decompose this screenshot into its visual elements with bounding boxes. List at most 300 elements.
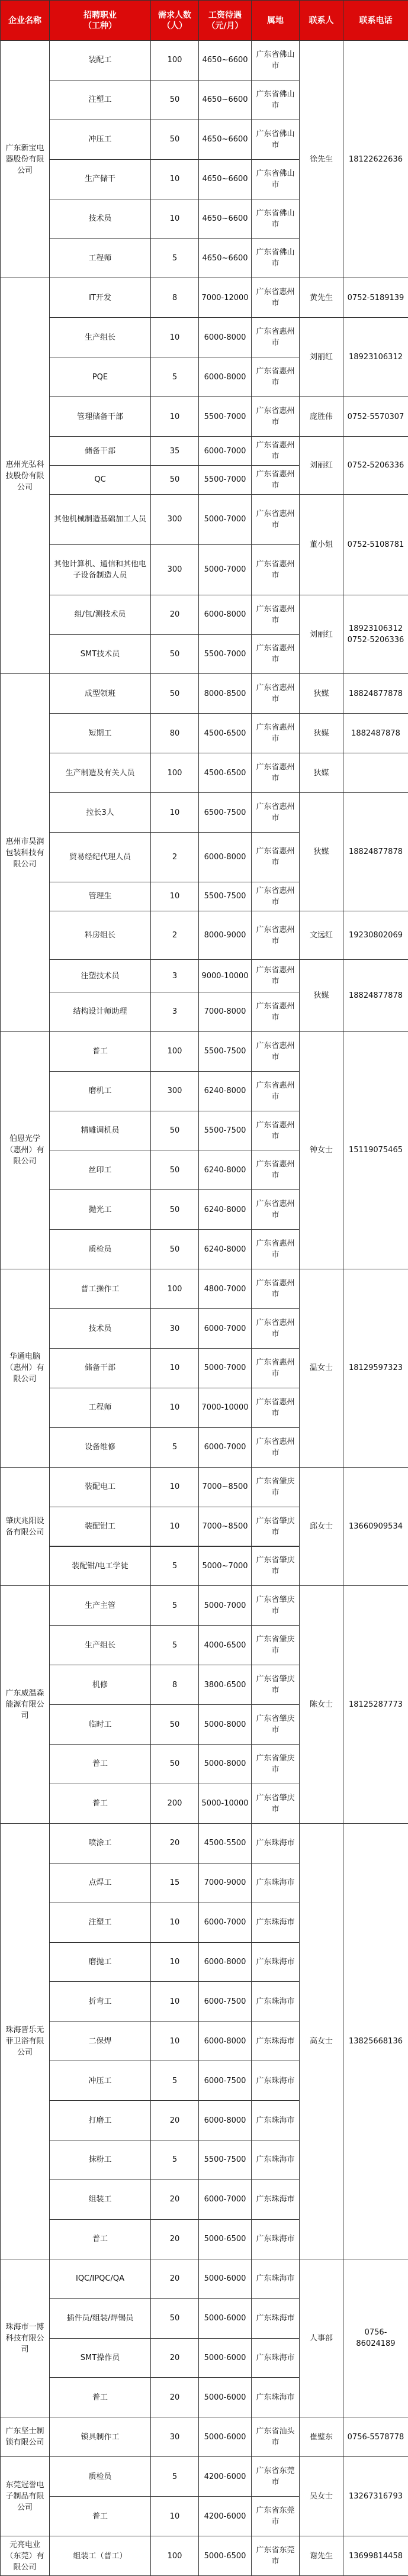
contact-person-text: 刘丽红 xyxy=(309,353,333,362)
headcount-value-text: 20 xyxy=(169,2116,180,2125)
salary-range xyxy=(198,40,252,80)
location-value xyxy=(251,713,300,753)
header-salary-text: 工资待遇 （元/月） xyxy=(207,10,243,31)
salary-range xyxy=(198,713,252,753)
position-title xyxy=(49,2298,151,2339)
position-title xyxy=(49,357,151,397)
location-value xyxy=(251,1981,300,2022)
location-value xyxy=(251,1665,300,1705)
contact-phone-text: 18129597323 xyxy=(349,1363,403,1373)
location-value xyxy=(251,159,300,199)
salary-range-text: 4200-6000 xyxy=(204,2511,246,2521)
headcount-value xyxy=(150,1229,199,1269)
headcount-value xyxy=(150,2377,199,2417)
location-value xyxy=(251,2021,300,2061)
salary-range-text: 6000-7000 xyxy=(204,1918,246,1927)
position-title xyxy=(49,2140,151,2180)
headcount-value xyxy=(150,159,199,199)
salary-range-text: 6000-7000 xyxy=(204,446,246,456)
position-title-text: 装配电工 xyxy=(84,1482,115,1492)
location-value-text: 广东省惠州市 xyxy=(256,469,295,490)
location-value-text: 广东省惠州市 xyxy=(256,288,295,308)
location-value-text: 广东省惠州市 xyxy=(256,1200,295,1220)
headcount-value xyxy=(150,882,199,911)
headcount-value-text: 5 xyxy=(172,1443,178,1452)
headcount-value xyxy=(150,1071,199,1111)
location-value-text: 广东珠海市 xyxy=(256,1997,295,2006)
contact-person xyxy=(299,1585,343,1823)
location-value-text: 广东省肇庆市 xyxy=(256,1714,295,1735)
salary-range-text: 4650~6600 xyxy=(202,253,248,263)
location-value-text: 广东省惠州市 xyxy=(256,1041,295,1062)
position-title-text: 储备干部 xyxy=(84,446,115,456)
location-value-text: 广东省惠州市 xyxy=(256,1239,295,1260)
company-name xyxy=(0,1585,50,1823)
salary-range xyxy=(198,465,252,495)
position-title xyxy=(49,40,151,80)
location-value xyxy=(251,2219,300,2259)
contact-phone-text: 13825668136 xyxy=(349,2036,403,2046)
position-title xyxy=(49,1467,151,1507)
position-title-text: 磨机工 xyxy=(88,1087,112,1096)
location-value-text: 广东省汕头市 xyxy=(256,2427,295,2448)
position-title xyxy=(49,713,151,753)
contact-phone-text: 0756-5578778 xyxy=(347,2432,404,2442)
headcount-value-text: 100 xyxy=(167,2551,182,2561)
salary-range-text: 4500-6500 xyxy=(204,728,246,738)
location-value xyxy=(251,2298,300,2339)
salary-range-text: 5000-10000 xyxy=(201,1799,249,1808)
location-value xyxy=(251,2338,300,2378)
contact-phone xyxy=(343,1467,408,1587)
position-title-text: 冲压工 xyxy=(88,2076,112,2085)
headcount-value-text: 50 xyxy=(169,135,180,144)
headcount-value xyxy=(150,2061,199,2101)
position-title xyxy=(49,1269,151,1309)
position-title xyxy=(49,792,151,833)
location-value xyxy=(251,1744,300,1784)
headcount-value xyxy=(150,1903,199,1943)
contact-person-text: 文远红 xyxy=(309,931,333,940)
salary-range xyxy=(198,357,252,397)
position-title-text: 普工 xyxy=(92,1759,108,1769)
salary-range xyxy=(198,1507,252,1547)
headcount-value xyxy=(150,2456,199,2497)
location-value xyxy=(251,317,300,357)
location-value xyxy=(251,792,300,833)
position-title xyxy=(49,595,151,635)
contact-person-text: 崔璧东 xyxy=(309,2432,333,2442)
location-value xyxy=(251,396,300,437)
headcount-value xyxy=(150,2100,199,2140)
salary-range-text: 6000-7000 xyxy=(204,1443,246,1452)
location-value xyxy=(251,2377,300,2417)
company-name-text: 广东坚士制锁有限公司 xyxy=(5,2427,44,2448)
salary-range xyxy=(198,238,252,279)
headcount-value xyxy=(150,396,199,437)
headcount-value-text: 30 xyxy=(169,2432,180,2442)
headcount-value xyxy=(150,2219,199,2259)
salary-range-text: 5000-7000 xyxy=(204,1601,246,1610)
headcount-value xyxy=(150,1585,199,1626)
contact-phone-text: 18125287773 xyxy=(349,1700,403,1710)
location-value-text: 广东省惠州市 xyxy=(256,684,295,704)
headcount-value-text: 200 xyxy=(167,1799,182,1808)
location-value xyxy=(251,238,300,279)
location-value xyxy=(251,278,300,318)
headcount-value-text: 10 xyxy=(169,808,180,817)
location-value-text: 广东珠海市 xyxy=(256,2195,295,2204)
position-title-text: 注塑工 xyxy=(88,1918,112,1927)
location-value xyxy=(251,1784,300,1824)
salary-range xyxy=(198,2259,252,2299)
position-title xyxy=(49,2417,151,2457)
location-value xyxy=(251,1031,300,1072)
headcount-value xyxy=(150,2496,199,2536)
salary-range-text: 3800-6500 xyxy=(204,1680,246,1690)
salary-range-text: 6000-8000 xyxy=(204,2036,246,2046)
company-name xyxy=(0,2536,50,2576)
contact-phone xyxy=(343,792,408,911)
position-title xyxy=(49,2061,151,2101)
contact-phone xyxy=(343,436,408,495)
position-title xyxy=(49,465,151,495)
contact-person xyxy=(299,959,343,1031)
position-title xyxy=(49,2496,151,2536)
location-value-text: 广东省惠州市 xyxy=(256,966,295,986)
headcount-value-text: 30 xyxy=(169,1324,180,1333)
location-value-text: 广东省肇庆市 xyxy=(256,1476,295,1497)
position-title-text: 质检员 xyxy=(88,2472,112,2481)
position-title-text: 工程师 xyxy=(88,1403,112,1413)
position-title xyxy=(49,1981,151,2022)
salary-range-text: 6000-8000 xyxy=(204,852,246,862)
headcount-value xyxy=(150,713,199,753)
headcount-value-text: 50 xyxy=(169,1165,180,1175)
location-value xyxy=(251,882,300,911)
salary-range xyxy=(198,832,252,882)
location-value xyxy=(251,1467,300,1507)
headcount-value xyxy=(150,1704,199,1745)
location-value-text: 广东省佛山市 xyxy=(256,208,295,229)
headcount-value xyxy=(150,2180,199,2220)
position-title-text: 普工 xyxy=(92,2511,108,2521)
position-title xyxy=(49,238,151,279)
salary-range-text: 6500-7500 xyxy=(204,808,246,817)
headcount-value-text: 10 xyxy=(169,333,180,342)
salary-range-text: 7000-12000 xyxy=(201,293,249,302)
salary-range-text: 4800-7000 xyxy=(204,1284,246,1294)
position-title xyxy=(49,1942,151,1982)
contact-phone-text: 1882487878 xyxy=(351,728,400,738)
position-title-text: 普工 xyxy=(92,2393,108,2402)
position-title xyxy=(49,2536,151,2576)
headcount-value xyxy=(150,120,199,160)
location-value-text: 广东省佛山市 xyxy=(256,248,295,269)
headcount-value-text: 10 xyxy=(169,412,180,421)
location-value xyxy=(251,2496,300,2536)
position-title xyxy=(49,1665,151,1705)
header-company-text: 企业名称 xyxy=(8,15,41,25)
headcount-value-text: 5 xyxy=(172,1601,178,1610)
location-value-text: 广东省东莞市 xyxy=(256,2467,295,2487)
salary-range-text: 4200-6000 xyxy=(204,2472,246,2481)
headcount-value xyxy=(150,2298,199,2339)
position-title-text: 精雕调机员 xyxy=(81,1126,120,1135)
headcount-value xyxy=(150,1467,199,1507)
salary-range xyxy=(198,2377,252,2417)
location-value-text: 广东珠海市 xyxy=(256,1878,295,1888)
position-title-text: 生产主管 xyxy=(84,1601,115,1610)
location-value xyxy=(251,959,300,992)
location-value xyxy=(251,436,300,466)
location-value-text: 广东省佛山市 xyxy=(256,50,295,70)
contact-person-text: 狄媒 xyxy=(313,689,329,698)
location-value xyxy=(251,1229,300,1269)
company-name xyxy=(0,673,50,1031)
location-value xyxy=(251,992,300,1032)
contact-person xyxy=(299,278,343,318)
headcount-value xyxy=(150,1744,199,1784)
location-value xyxy=(251,2456,300,2497)
company-name-text: 肇庆兆阳设备有限公司 xyxy=(5,1516,44,1537)
contact-person xyxy=(299,1031,343,1269)
contact-phone-text: 0752-5108781 xyxy=(347,540,404,549)
contact-person-text: 吴女士 xyxy=(309,2492,333,2501)
contact-phone-text: 19230802069 xyxy=(349,931,403,940)
salary-range-text: 5000-8000 xyxy=(204,1720,246,1729)
headcount-value-text: 10 xyxy=(169,1482,180,1492)
headcount-value xyxy=(150,792,199,833)
contact-person-text: 陈女士 xyxy=(309,1700,333,1710)
position-title xyxy=(49,396,151,437)
salary-range xyxy=(198,1744,252,1784)
position-title xyxy=(49,159,151,199)
location-value-text: 广东省佛山市 xyxy=(256,89,295,110)
position-title xyxy=(49,1585,151,1626)
company-name-text: 华通电脑（惠州）有限公司 xyxy=(5,1352,44,1384)
position-title-text: 机修 xyxy=(92,1680,108,1690)
position-title xyxy=(49,199,151,239)
location-value-text: 广东省肇庆市 xyxy=(256,1595,295,1616)
location-value-text: 广东省肇庆市 xyxy=(256,1516,295,1537)
position-title xyxy=(49,634,151,675)
position-title xyxy=(49,2259,151,2299)
contact-phone-text: 0756-86024189 xyxy=(356,2328,396,2349)
position-title-text: SMT操作员 xyxy=(80,2353,120,2363)
contact-person xyxy=(299,2536,343,2576)
position-title-text: PQE xyxy=(92,372,108,382)
location-value-text: 广东省惠州市 xyxy=(256,1279,295,1300)
salary-range xyxy=(198,1229,252,1269)
headcount-value xyxy=(150,357,199,397)
headcount-value-text: 5 xyxy=(172,1561,178,1571)
contact-phone xyxy=(343,2456,408,2536)
header-company xyxy=(0,0,50,41)
headcount-value xyxy=(150,673,199,714)
headcount-value xyxy=(150,1507,199,1547)
salary-range xyxy=(198,1308,252,1349)
headcount-value-text: 10 xyxy=(169,2036,180,2046)
headcount-value-text: 10 xyxy=(169,1522,180,1532)
position-title xyxy=(49,2377,151,2417)
position-title-text: 技术员 xyxy=(88,214,112,224)
contact-phone-text: 15119075465 xyxy=(349,1146,403,1155)
position-title-text: 二保焊 xyxy=(88,2036,112,2046)
location-value xyxy=(251,1388,300,1428)
headcount-value-text: 5 xyxy=(172,2472,178,2481)
location-value xyxy=(251,120,300,160)
salary-range xyxy=(198,1546,252,1587)
salary-range-text: 5500-7000 xyxy=(204,475,246,485)
headcount-value-text: 2 xyxy=(172,852,178,862)
headcount-value-text: 20 xyxy=(169,2235,180,2244)
salary-range-text: 4650~6600 xyxy=(202,214,248,224)
company-name-text: 惠州光弘科技股份有限公司 xyxy=(5,460,44,492)
position-title-text: 管理生 xyxy=(88,892,112,901)
location-value-text: 广东省惠州市 xyxy=(256,367,295,388)
salary-range xyxy=(198,992,252,1032)
contact-person-text: 董小姐 xyxy=(309,540,333,549)
contact-person xyxy=(299,2456,343,2536)
position-title xyxy=(49,1308,151,1349)
position-title-text: 普工 xyxy=(92,2235,108,2244)
position-title-text: 组/包/测技术员 xyxy=(74,610,126,620)
position-title xyxy=(49,2219,151,2259)
headcount-value-text: 5 xyxy=(172,253,178,263)
headcount-value xyxy=(150,1823,199,1864)
position-title xyxy=(49,1071,151,1111)
location-value xyxy=(251,1507,300,1547)
contact-person xyxy=(299,317,343,397)
headcount-value xyxy=(150,1863,199,1903)
location-value-text: 广东省惠州市 xyxy=(256,1318,295,1339)
location-value-text: 广东珠海市 xyxy=(256,2235,295,2244)
position-title-text: 成型领班 xyxy=(84,689,115,698)
location-value xyxy=(251,1903,300,1943)
contact-phone xyxy=(343,278,408,318)
headcount-value-text: 10 xyxy=(169,1997,180,2006)
headcount-value-text: 15 xyxy=(169,1878,180,1888)
salary-range xyxy=(198,317,252,357)
headcount-value-text: 5 xyxy=(172,2076,178,2085)
location-value xyxy=(251,494,300,545)
location-value xyxy=(251,80,300,120)
headcount-value xyxy=(150,278,199,318)
location-value-text: 广东珠海市 xyxy=(256,2353,295,2363)
position-title-text: 生产组长 xyxy=(84,1640,115,1650)
location-value-text: 广东省佛山市 xyxy=(256,169,295,189)
contact-phone-text: 18824877878 xyxy=(349,847,403,856)
salary-range-text: 6000-8000 xyxy=(204,372,246,382)
location-value xyxy=(251,1269,300,1309)
header-position-text: 招聘职业 （工种） xyxy=(83,10,117,31)
location-value-text: 广东省惠州市 xyxy=(256,1358,295,1378)
headcount-value xyxy=(150,465,199,495)
contact-person xyxy=(299,911,343,960)
headcount-value-text: 10 xyxy=(169,1403,180,1413)
headcount-value xyxy=(150,1981,199,2022)
headcount-value xyxy=(150,1625,199,1665)
location-value xyxy=(251,911,300,960)
headcount-value-text: 20 xyxy=(169,1839,180,1848)
contact-person-text: 黄先生 xyxy=(309,293,333,302)
salary-range xyxy=(198,1585,252,1626)
position-title-text: 技术员 xyxy=(88,1324,112,1333)
salary-range-text: 5500-7500 xyxy=(204,1047,246,1056)
salary-range xyxy=(198,120,252,160)
headcount-value-text: 10 xyxy=(169,2511,180,2521)
position-title xyxy=(49,120,151,160)
position-title xyxy=(49,1348,151,1388)
contact-person xyxy=(299,753,343,793)
salary-range-text: 7000-10000 xyxy=(201,1403,249,1413)
contact-person-text: 邱女士 xyxy=(309,1522,333,1532)
headcount-value-text: 50 xyxy=(169,475,180,485)
location-value-text: 广东省惠州市 xyxy=(256,802,295,823)
location-value xyxy=(251,2180,300,2220)
position-title-text: 装配工 xyxy=(88,56,112,65)
location-value xyxy=(251,2417,300,2457)
position-title-text: 丝印工 xyxy=(88,1165,112,1175)
salary-range-text: 7000~8500 xyxy=(202,1522,248,1532)
salary-range-text: 5000-6000 xyxy=(204,2393,246,2402)
location-value-text: 广东珠海市 xyxy=(256,2036,295,2046)
salary-range-text: 6000-8000 xyxy=(204,2116,246,2125)
location-value-text: 广东省惠州市 xyxy=(256,925,295,946)
position-title-text: 点焊工 xyxy=(88,1878,112,1888)
salary-range-text: 4500-5500 xyxy=(204,1839,246,1848)
headcount-value xyxy=(150,634,199,675)
position-title-text: 冲压工 xyxy=(88,135,112,144)
salary-range-text: 6000-7000 xyxy=(204,1324,246,1333)
position-title-text: QC xyxy=(94,475,106,485)
salary-range xyxy=(198,2456,252,2497)
company-name-text: 广东新宝电器股份有限公司 xyxy=(5,143,44,175)
salary-range xyxy=(198,1903,252,1943)
headcount-value xyxy=(150,911,199,960)
header-headcount-text: 需求人数 （人） xyxy=(158,10,191,31)
location-value xyxy=(251,2140,300,2180)
position-title-text: 其他机械制造基础加工人员 xyxy=(53,515,146,524)
position-title-text: 贸易经纪代理人员 xyxy=(69,852,131,862)
location-value xyxy=(251,1863,300,1903)
headcount-value xyxy=(150,1427,199,1468)
headcount-value-text: 20 xyxy=(169,2274,180,2284)
company-name xyxy=(0,1031,50,1269)
salary-range xyxy=(198,1348,252,1388)
position-title-text: 临时工 xyxy=(88,1720,112,1729)
location-value xyxy=(251,753,300,793)
salary-range xyxy=(198,1863,252,1903)
contact-person xyxy=(299,792,343,911)
location-value-text: 广东珠海市 xyxy=(256,2116,295,2125)
salary-range-text: 6240-8000 xyxy=(204,1245,246,1254)
salary-range xyxy=(198,436,252,466)
location-value-text: 广东省惠州市 xyxy=(256,1001,295,1022)
contact-person xyxy=(299,713,343,753)
salary-range-text: 4000-6500 xyxy=(204,1640,246,1650)
location-value-text: 广东省惠州市 xyxy=(256,723,295,744)
contact-person-text: 刘丽红 xyxy=(309,630,333,639)
position-title-text: 折弯工 xyxy=(88,1997,112,2006)
salary-range-text: 5000-6500 xyxy=(204,2551,246,2561)
position-title-text: 抹粉工 xyxy=(88,2155,112,2165)
headcount-value xyxy=(150,1388,199,1428)
position-title-text: IQC/IPQC/QA xyxy=(75,2274,124,2284)
header-headcount xyxy=(150,0,199,41)
contact-person xyxy=(299,2417,343,2457)
